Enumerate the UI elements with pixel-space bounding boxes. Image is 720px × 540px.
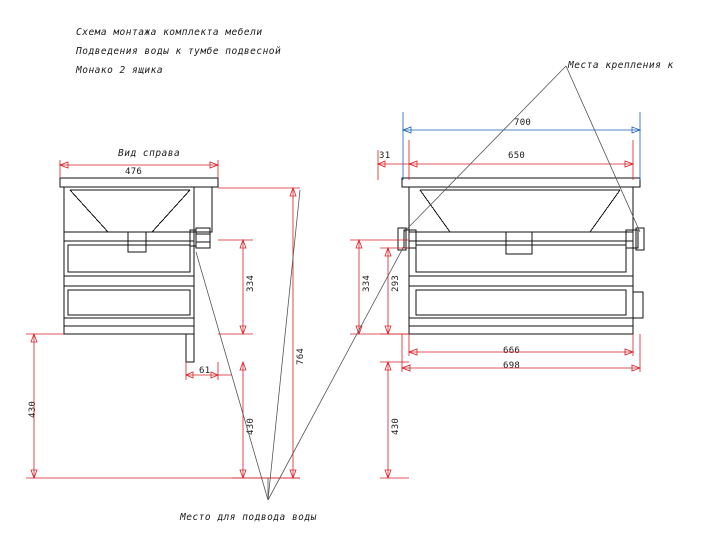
leader-lines: [196, 66, 640, 500]
dim-side-mid-drop: 430: [246, 417, 256, 435]
title-line-1: Схема монтажа комплекта мебели: [76, 27, 263, 38]
front-view-dimensions: [350, 140, 640, 478]
dim-side-total-height: 764: [296, 347, 306, 365]
dim-side-height-inner: 334: [246, 274, 256, 292]
dim-front-bottom: 430: [391, 417, 401, 435]
water-supply-label: Место для подвода воды: [180, 512, 317, 523]
dim-front-height-inner: 334: [362, 274, 372, 292]
dim-side-bottom: 430: [28, 400, 38, 418]
front-view-outline: [398, 178, 644, 334]
dim-front-height-mid: 293: [391, 274, 401, 292]
title-line-2: Подведения воды к тумбе подвесной: [76, 46, 282, 57]
dim-front-offset: 31: [379, 151, 391, 161]
dim-side-foot: 61: [199, 366, 211, 376]
side-view-outline: [60, 178, 218, 362]
dim-front-overall: 700: [514, 118, 532, 128]
dim-front-base-outer: 698: [503, 361, 521, 371]
title-line-3: Монако 2 ящика: [76, 65, 164, 76]
front-view-blue-dimension: [403, 112, 640, 180]
side-view-dimensions: [26, 160, 300, 478]
dim-front-base: 666: [503, 346, 521, 356]
mounting-points-label: Места крепления к: [568, 60, 674, 71]
dim-front-inner: 650: [508, 151, 526, 161]
right-view-label: Вид справа: [118, 148, 181, 159]
dim-side-width: 476: [125, 167, 143, 177]
